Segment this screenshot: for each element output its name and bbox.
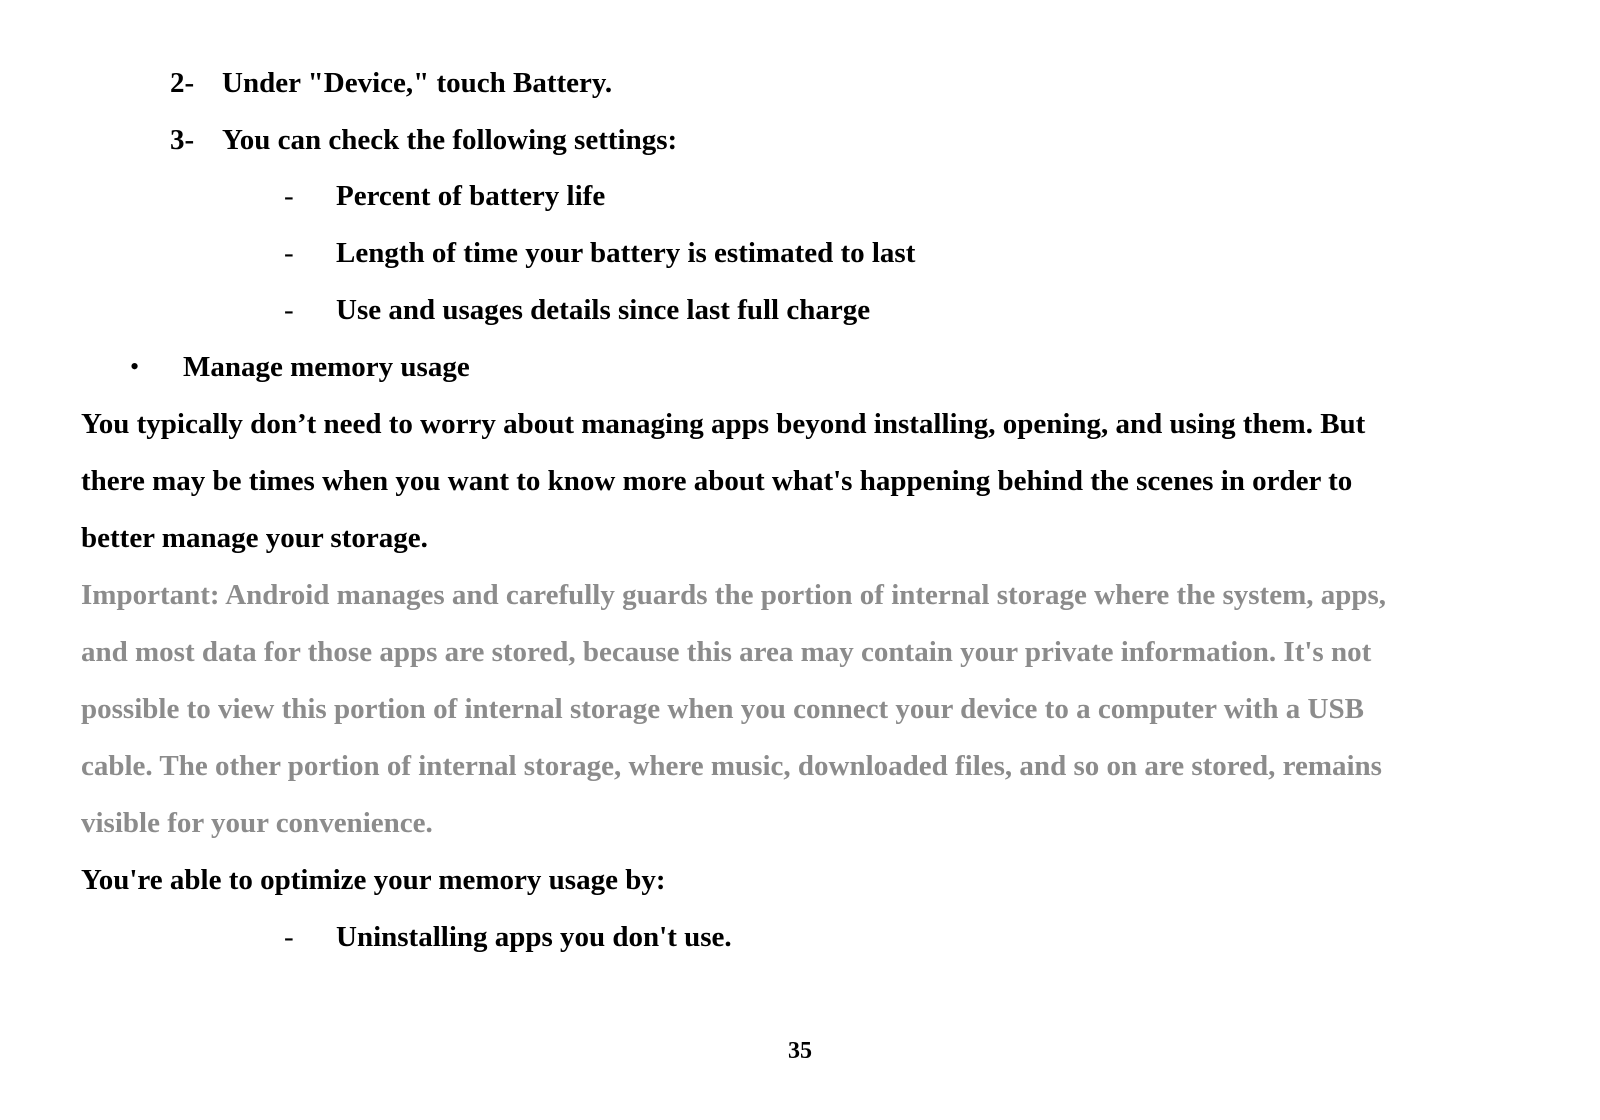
list-item-text: Use and usages details since last full charge xyxy=(336,294,871,326)
optimize-heading: You're able to optimize your memory usage by: xyxy=(81,864,666,896)
dash-marker: - xyxy=(284,294,294,326)
section-heading-text: Manage memory usage xyxy=(183,351,470,383)
bullet-marker: • xyxy=(130,352,140,381)
important-note-line: visible for your convenience. xyxy=(81,807,433,839)
step-text: Under "Device," touch Battery. xyxy=(222,67,613,99)
dash-marker: - xyxy=(284,237,294,269)
important-note-line: cable. The other portion of internal storage, where music, downloaded files, and so on are stored, remains xyxy=(81,750,1382,782)
important-note-line: possible to view this portion of internal storage when you connect your device to a computer with a USB xyxy=(81,693,1364,725)
important-note-line: Important: Android manages and carefully guards the portion of internal storage where the system, apps, xyxy=(81,579,1387,611)
paragraph-line: there may be times when you want to know more about what's happening behind the scenes in order to xyxy=(81,465,1353,497)
step-text: You can check the following settings: xyxy=(222,124,678,156)
dash-marker: - xyxy=(284,921,294,953)
paragraph-line: better manage your storage. xyxy=(81,522,428,554)
step-number: 2- xyxy=(170,67,195,99)
step-number: 3- xyxy=(170,124,195,156)
page-number: 35 xyxy=(788,1038,812,1064)
list-item-text: Percent of battery life xyxy=(336,180,606,212)
paragraph-line: You typically don’t need to worry about managing apps beyond installing, opening, and using them. But xyxy=(81,408,1366,440)
important-note-line: and most data for those apps are stored, because this area may contain your private information. It's not xyxy=(81,636,1372,668)
list-item-text: Uninstalling apps you don't use. xyxy=(336,921,732,953)
dash-marker: - xyxy=(284,180,294,212)
list-item-text: Length of time your battery is estimated to last xyxy=(336,237,916,269)
